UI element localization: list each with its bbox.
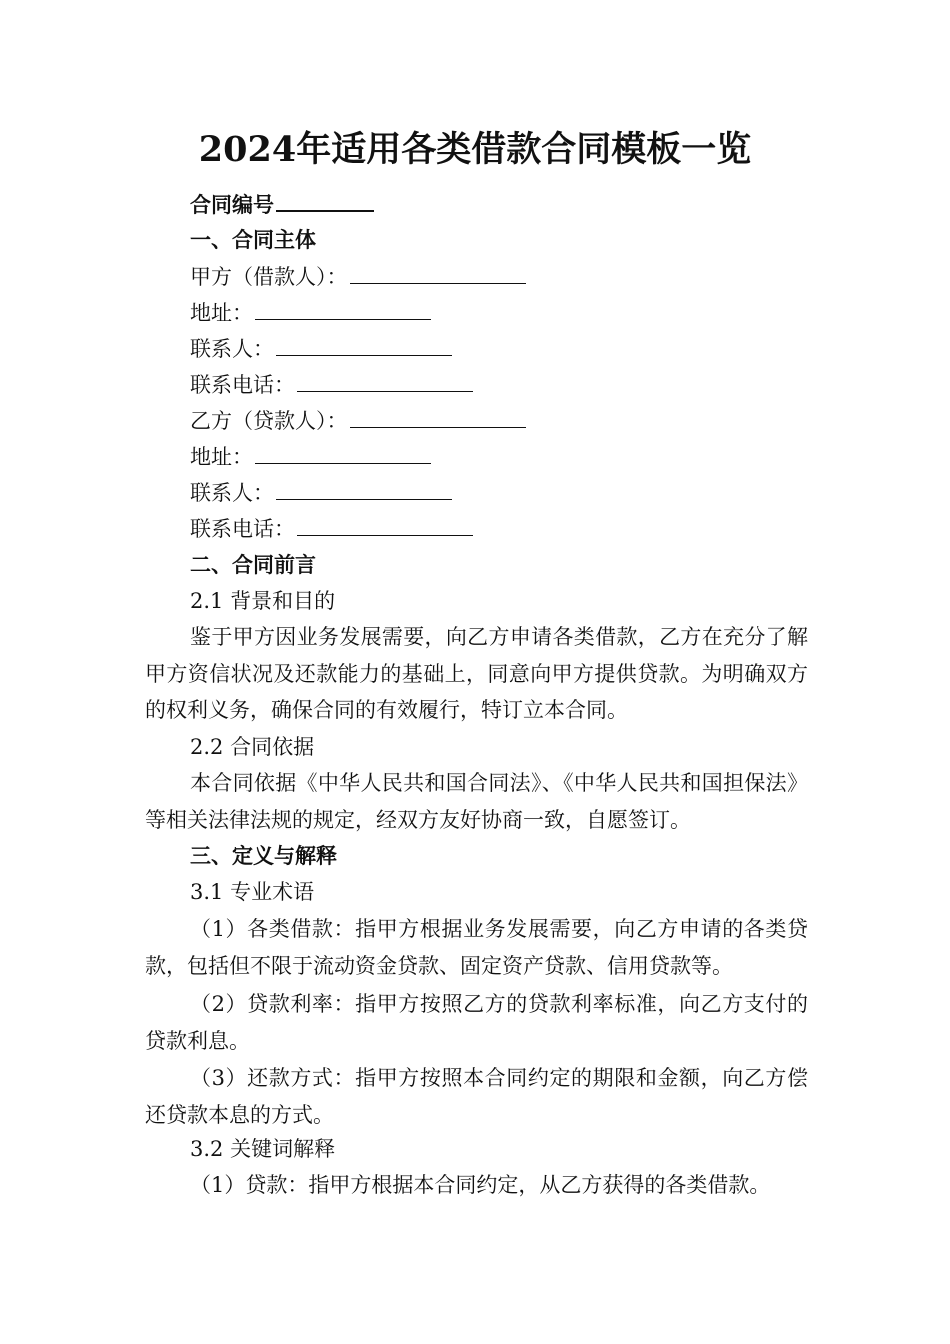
party-b-contact-label: 联系人： [190, 481, 274, 505]
definition-item-2: （2）贷款利率：指甲方按照乙方的贷款利率标准，向乙方支付的贷款利息。 [145, 992, 808, 1053]
party-a-phone-blank[interactable] [297, 390, 473, 392]
party-b-address-label: 地址： [190, 445, 253, 469]
subsection-3-1: 3.1 专业术语 [190, 880, 315, 904]
subsection-2-1: 2.1 背景和目的 [190, 589, 336, 613]
party-a-label: 甲方（借款人）： [190, 265, 348, 289]
contract-number-label: 合同编号 [190, 192, 274, 217]
party-b-contact-line [190, 475, 452, 511]
party-b-contact-blank[interactable] [276, 498, 452, 500]
party-a-address-label: 地址： [190, 301, 253, 325]
document-title: 2024年适用各类借款合同模板一览 [198, 129, 752, 170]
paragraph-2-2: 本合同依据《中华人民共和国合同法》、《中华人民共和国担保法》等相关法律法规的规定，经双方友好协商一致，自愿签订。 [145, 771, 808, 832]
party-a-contact-blank[interactable] [276, 354, 452, 356]
party-b-label: 乙方（贷款人）： [190, 409, 348, 433]
party-a-contact-line [190, 331, 452, 367]
keyword-item-1: （1）贷款：指甲方根据本合同约定，从乙方获得的各类借款。 [190, 1173, 771, 1197]
party-a-blank[interactable] [350, 282, 526, 284]
section-2-heading: 二、合同前言 [190, 552, 316, 577]
definition-item-1: （1）各类借款：指甲方根据业务发展需要，向乙方申请的各类贷款，包括但不限于流动资金贷款、固定资产贷款、信用贷款等。 [145, 917, 808, 978]
party-b-address-line [190, 439, 431, 475]
party-a-phone-line [190, 367, 473, 403]
section-1-heading: 一、合同主体 [190, 227, 316, 252]
contract-number-line [190, 187, 374, 223]
party-b-phone-blank[interactable] [297, 534, 473, 536]
section-3-heading: 三、定义与解释 [190, 843, 337, 868]
subsection-3-2: 3.2 关键词解释 [190, 1137, 336, 1161]
party-b-blank[interactable] [350, 426, 526, 428]
party-a-address-blank[interactable] [255, 318, 431, 320]
party-a-line [190, 259, 526, 295]
contract-number-blank[interactable] [276, 209, 374, 212]
definition-item-3: （3）还款方式：指甲方按照本合同约定的期限和金额，向乙方偿还贷款本息的方式。 [145, 1066, 808, 1127]
party-a-phone-label: 联系电话： [190, 373, 295, 397]
party-b-phone-line [190, 511, 473, 547]
party-b-line [190, 403, 526, 439]
party-a-contact-label: 联系人： [190, 337, 274, 361]
party-b-address-blank[interactable] [255, 462, 431, 464]
paragraph-2-1: 鉴于甲方因业务发展需要，向乙方申请各类借款，乙方在充分了解甲方资信状况及还款能力的基础上，同意向甲方提供贷款。为明确双方的权利义务，确保合同的有效履行，特订立本合同。 [145, 625, 808, 722]
party-a-address-line [190, 295, 431, 331]
party-b-phone-label: 联系电话： [190, 517, 295, 541]
subsection-2-2: 2.2 合同依据 [190, 735, 315, 759]
